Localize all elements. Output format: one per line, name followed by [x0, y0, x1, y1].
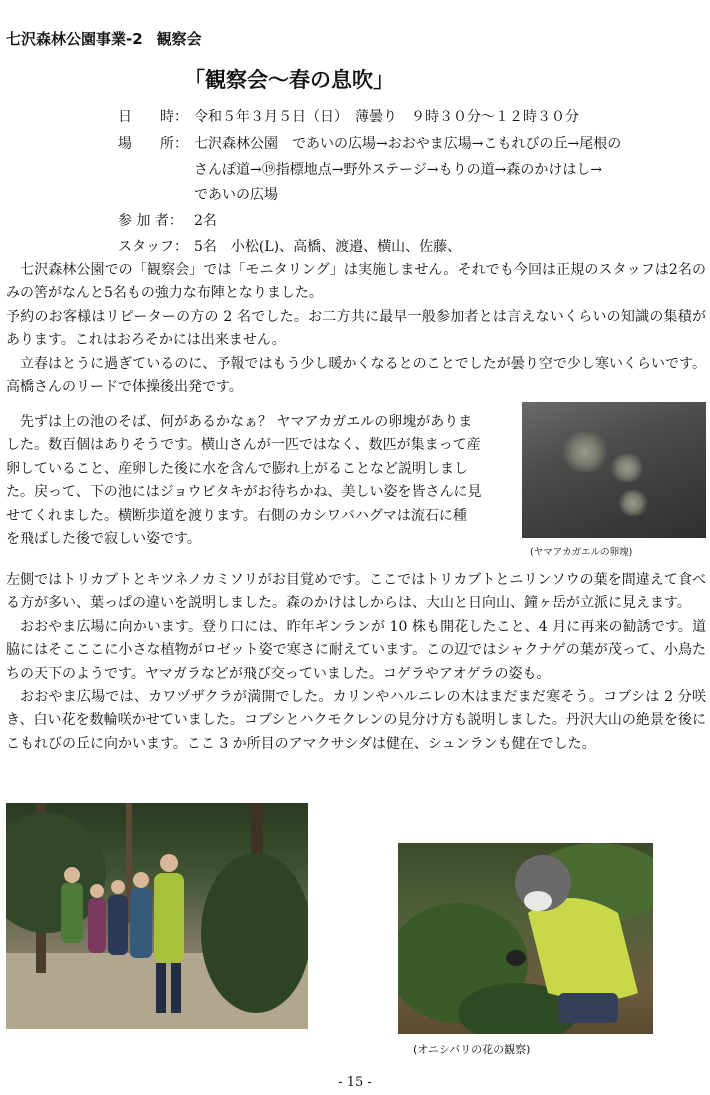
group-walk-illustration: [6, 803, 308, 1029]
participants-value: 2名: [194, 213, 217, 229]
paragraph-6: おおやま広場に向かいます。登り口には、昨年ギンランが 10 株も開花したこと、4 月に再来の勧誘です。道脇にはそこここに小さな植物がロゼット姿で寒さに耐えています。この辺ではシャクナゲの葉が茂って、小鳥たちの天下のようです。ヤマガラなどが飛び交っていました。コゲラやアオゲラの姿も。: [6, 618, 706, 682]
body-upper: [6, 259, 706, 399]
egg-mass: [618, 490, 648, 516]
paragraph-4: [6, 411, 518, 551]
report-header: [6, 28, 202, 49]
paragraph-1: 七沢森林公園での「観察会」では「モニタリング」は実施しません。それでも今回は正規のスタッフは2名のみの筈がなんと5名もの強力な布陣となりました。: [6, 262, 706, 302]
date-value: 令和５年３月５日（日） 薄曇り ９時３０分～１２時３０分: [194, 109, 579, 125]
frog-eggs-caption: (ヤマアカガエルの卵塊): [530, 547, 633, 558]
paragraph-7: おおやま広場では、カワヅザクラが満開でした。カリンやハルニレの木はまだまだ寒そう。コブシは 2 分咲き、白い花を数輪咲かせていました。コブシとハクモクレンの見分け方も説明しました。丹沢大山の絶景を後にこもれびの丘に向かいます。ここ 3 か所目のアマクサシダは健在、シュンランも健在でした。: [6, 689, 706, 752]
observation-photo: [398, 843, 653, 1034]
info-staff-row: [118, 236, 461, 256]
frog-eggs-photo: [522, 402, 706, 538]
page-title: 「観察会～春の息吹」: [184, 68, 394, 92]
place-label: 場 所：: [118, 136, 188, 152]
date-label: 日 時：: [118, 109, 188, 125]
paragraph-2: 予約のお客様はリピーターの方の 2 名でした。お二方共に最早一般参加者とは言えないくらいの知識の集積があります。これはおろそかには出来ません。: [6, 308, 706, 349]
staff-label: スタッフ：: [118, 239, 188, 255]
info-participants-row: [118, 210, 217, 230]
participants-label: 参 加 者：: [118, 213, 183, 229]
paragraph-4-line: 先ずは上の池のそば、何があるかなぁ？ ヤマアカガエルの卵塊がありま: [20, 414, 473, 430]
header-category: 観察会: [156, 30, 202, 48]
header-series: 七沢森林公園事業-2: [6, 30, 143, 48]
paragraph-4-line: 卵していること、産卵した後に水を含んで膨れ上がることなど説明しまし: [6, 460, 468, 477]
info-date-row: [118, 106, 579, 126]
place-line-1: 七沢森林公園 であいの広場→おおやま広場→こもれびの丘→尾根の: [194, 136, 622, 152]
paragraph-4-line: を飛ばした後で寂しい姿です。: [6, 531, 201, 548]
group-walk-photo: [6, 803, 308, 1029]
staff-value: 5名 小松(L)、高橋、渡邉、横山、佐藤、: [194, 239, 462, 255]
observation-caption: (オニシバリの花の観察): [413, 1043, 531, 1056]
egg-mass: [610, 454, 644, 482]
egg-mass: [562, 432, 608, 472]
paragraph-4-line: た。戻って、下の池にはジョウビタキがお待ちかね、美しい姿を皆さんに見: [6, 484, 482, 501]
paragraph-5: 左側ではトリカブトとキツネノカミソリがお目覚めです。ここではトリカブトとニリンソウの葉を間違えて食べる方が多い、葉っぱの違いを説明しました。森のかけはしからは、大山と日向山、鐘ヶ岳が立派に見えます。: [6, 572, 706, 612]
observation-illustration: [398, 843, 653, 1034]
paragraph-3: 立春はとうに過ぎているのに、予報ではもう少し暖かくなるとのことでしたが曇り空で少し寒いくらいです。高橋さんのリードで体操後出発です。: [6, 355, 706, 396]
place-line-3: であいの広場: [194, 187, 278, 203]
place-line-2: さんぽ道→⑲指標地点→野外ステージ→もりの道→森のかけはし→: [194, 162, 603, 178]
paragraph-4-line: した。数百個はありそうです。横山さんが一匹ではなく、数匹が集まって産: [6, 437, 481, 454]
body-lower: [6, 569, 706, 756]
paragraph-4-line: せてくれました。横断歩道を渡ります。右側のカシワバハグマは流石に種: [6, 507, 467, 524]
info-place-row: [118, 133, 621, 153]
page-number: - 15 -: [338, 1075, 372, 1090]
